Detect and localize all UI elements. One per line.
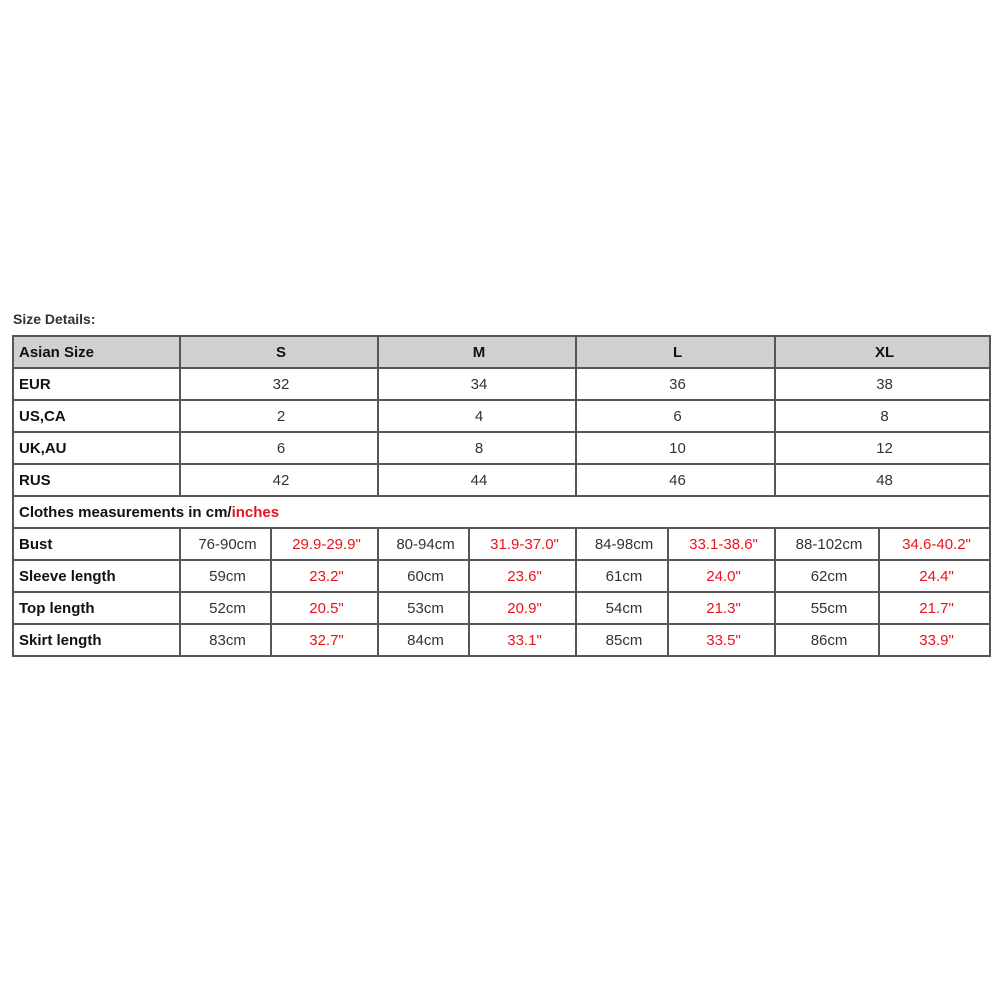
inch-cell: 32.7" — [271, 624, 378, 656]
row-label: UK,AU — [13, 432, 180, 464]
row-label: Skirt length — [13, 624, 180, 656]
conversion-cell: 36 — [576, 368, 775, 400]
conversion-cell: 8 — [775, 400, 990, 432]
cm-cell: 55cm — [775, 592, 879, 624]
cm-cell: 86cm — [775, 624, 879, 656]
cm-cell: 52cm — [180, 592, 271, 624]
header-label: Asian Size — [13, 336, 180, 368]
conversion-row-rus — [13, 464, 990, 496]
section-highlight: inches — [231, 503, 280, 521]
measurement-row-sleeve-length — [13, 560, 990, 592]
cm-cell: 88-102cm — [775, 528, 879, 560]
row-label: US,CA — [13, 400, 180, 432]
header-row — [13, 336, 990, 368]
inch-cell: 20.9" — [469, 592, 576, 624]
cm-cell: 84cm — [378, 624, 469, 656]
inch-cell: 33.1-38.6" — [668, 528, 775, 560]
inch-cell: 24.4" — [879, 560, 990, 592]
row-label: Bust — [13, 528, 180, 560]
inch-cell: 23.6" — [469, 560, 576, 592]
measurement-row-skirt-length — [13, 624, 990, 656]
size-m-header: M — [378, 336, 576, 368]
cm-cell: 54cm — [576, 592, 668, 624]
conversion-row-uk-au — [13, 432, 990, 464]
inch-cell: 33.9" — [879, 624, 990, 656]
cm-cell: 83cm — [180, 624, 271, 656]
conversion-cell: 44 — [378, 464, 576, 496]
inch-cell: 33.1" — [469, 624, 576, 656]
size-l-header: L — [576, 336, 775, 368]
conversion-cell: 46 — [576, 464, 775, 496]
cm-cell: 53cm — [378, 592, 469, 624]
cm-cell: 59cm — [180, 560, 271, 592]
cm-cell: 62cm — [775, 560, 879, 592]
conversion-cell: 6 — [180, 432, 378, 464]
conversion-cell: 10 — [576, 432, 775, 464]
conversion-cell: 6 — [576, 400, 775, 432]
measurements-section-heading — [13, 496, 990, 528]
conversion-cell: 34 — [378, 368, 576, 400]
measurement-row-top-length — [13, 592, 990, 624]
row-label: Top length — [13, 592, 180, 624]
conversion-row-eur — [13, 368, 990, 400]
inch-cell: 31.9-37.0" — [469, 528, 576, 560]
cm-cell: 60cm — [378, 560, 469, 592]
size-details-title: Size Details: — [13, 311, 96, 327]
inch-cell: 29.9-29.9" — [271, 528, 378, 560]
conversion-cell: 32 — [180, 368, 378, 400]
section-row — [13, 496, 990, 528]
conversion-cell: 42 — [180, 464, 378, 496]
conversion-cell: 12 — [775, 432, 990, 464]
inch-cell: 20.5" — [271, 592, 378, 624]
cm-cell: 85cm — [576, 624, 668, 656]
conversion-cell: 4 — [378, 400, 576, 432]
inch-cell: 21.7" — [879, 592, 990, 624]
inch-cell: 21.3" — [668, 592, 775, 624]
inch-cell: 33.5" — [668, 624, 775, 656]
inch-cell: 24.0" — [668, 560, 775, 592]
row-label: EUR — [13, 368, 180, 400]
conversion-cell: 38 — [775, 368, 990, 400]
size-chart-table — [12, 335, 991, 657]
cm-cell: 80-94cm — [378, 528, 469, 560]
row-label: RUS — [13, 464, 180, 496]
size-xl-header: XL — [775, 336, 990, 368]
cm-cell: 61cm — [576, 560, 668, 592]
conversion-cell: 48 — [775, 464, 990, 496]
cm-cell: 76-90cm — [180, 528, 271, 560]
conversion-cell: 2 — [180, 400, 378, 432]
size-s-header: S — [180, 336, 378, 368]
inch-cell: 23.2" — [271, 560, 378, 592]
section-prefix: Clothes measurements in cm/ — [19, 503, 232, 521]
conversion-row-us-ca — [13, 400, 990, 432]
row-label: Sleeve length — [13, 560, 180, 592]
measurement-row-bust — [13, 528, 990, 560]
conversion-cell: 8 — [378, 432, 576, 464]
inch-cell: 34.6-40.2" — [879, 528, 990, 560]
cm-cell: 84-98cm — [576, 528, 668, 560]
